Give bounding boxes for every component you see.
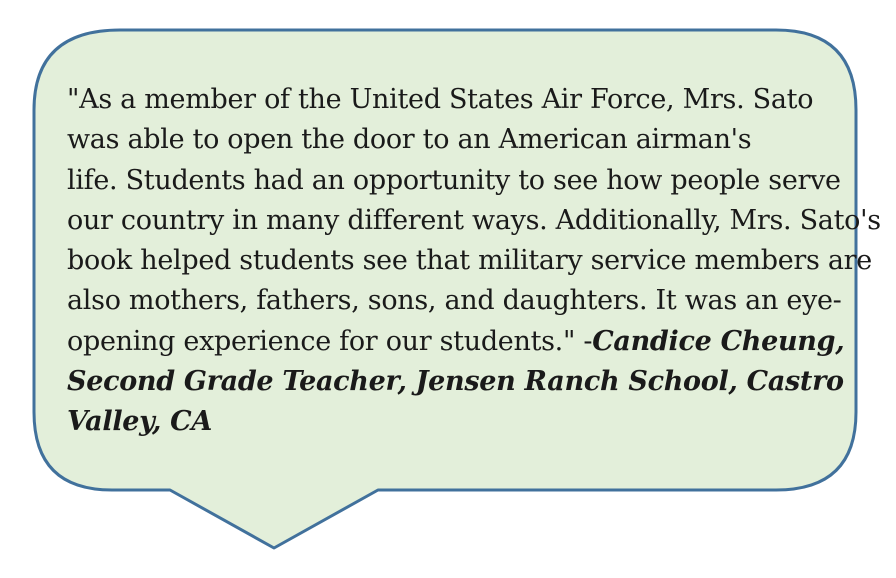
quote-line: our country in many different ways. Additionally, Mrs. Sato's (67, 204, 881, 236)
quote-line: was able to open the door to an American airman's (67, 124, 752, 156)
quote-line: "As a member of the United States Air Force, Mrs. Sato (67, 84, 814, 115)
quote-line: book helped students see that military service members are (67, 245, 872, 277)
quote-line-end: opening experience for our students." - (67, 325, 593, 357)
testimonial-quote (67, 80, 881, 443)
attribution-name: Candice Cheung, (592, 325, 845, 357)
quote-line: also mothers, fathers, sons, and daughters. It was an eye- (67, 285, 842, 317)
attribution-title: Second Grade Teacher, Jensen Ranch School, Castro (67, 366, 844, 398)
quote-line-with-attribution (67, 322, 845, 362)
quote-line: life. Students had an opportunity to see how people serve (67, 164, 841, 196)
attribution-location: Valley, CA (67, 406, 212, 438)
